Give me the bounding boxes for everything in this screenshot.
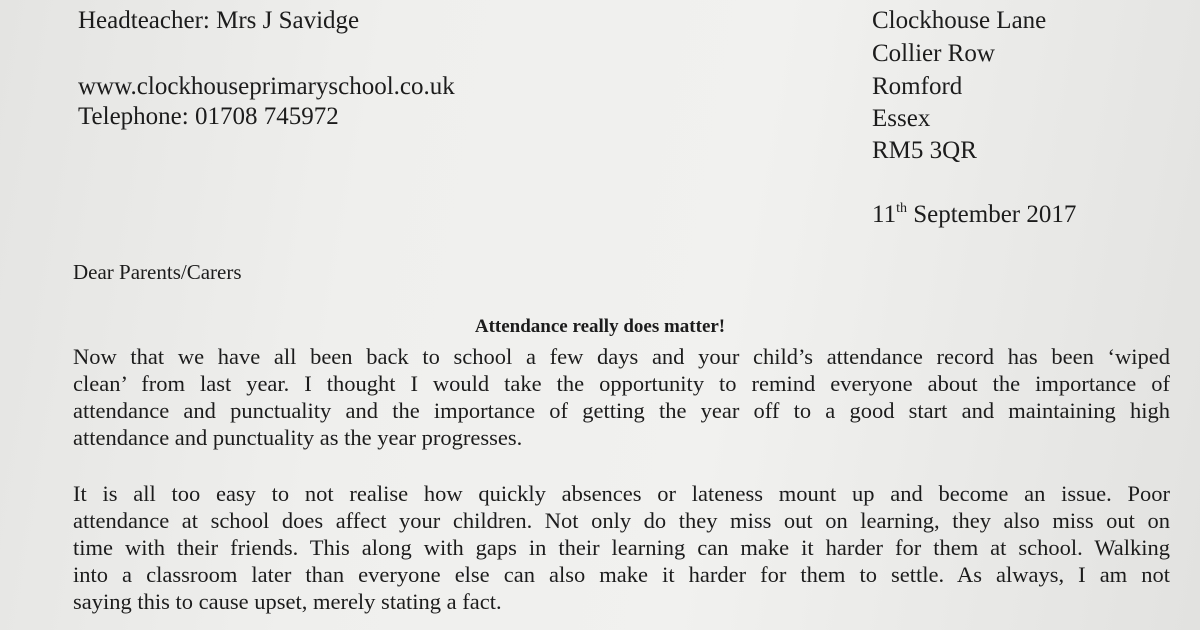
paragraph-line: time with their friends. This along with gaps in their learning can make it harder for them at school. Walking	[73, 535, 1170, 560]
paragraph-line: Now that we have all been back to school a few days and your child’s attendance record has been ‘wiped	[73, 344, 1170, 369]
paragraph-line: clean’ from last year. I thought I would take the opportunity to remind everyone about the importance of	[73, 371, 1170, 396]
date-day: 11	[872, 201, 897, 228]
paragraph-line: It is all too easy to not realise how quickly absences or lateness mount up and become an issue. Poor	[73, 481, 1170, 506]
address-line: RM5 3QR	[872, 137, 977, 164]
headteacher: Headteacher: Mrs J Savidge	[78, 7, 360, 34]
address-line: Romford	[872, 73, 963, 100]
address-line: Clockhouse Lane	[872, 7, 1047, 34]
paragraph-line: saying this to cause upset, merely stating a fact.	[73, 589, 502, 614]
paragraph-line: into a classroom later than everyone else can also make it harder for them to settle. As always, I am not	[73, 562, 1170, 587]
date-suffix: th	[896, 201, 907, 216]
letter-heading: Attendance really does matter!	[474, 316, 726, 337]
salutation: Dear Parents/Carers	[73, 260, 242, 284]
website: www.clockhouseprimaryschool.co.uk	[78, 73, 455, 100]
date-rest: September 2017	[913, 201, 1077, 228]
address-line: Collier Row	[872, 40, 995, 67]
letter-date	[872, 200, 1076, 230]
telephone: Telephone: 01708 745972	[78, 103, 339, 130]
address-line: Essex	[872, 105, 931, 132]
paragraph-line: attendance at school does affect your children. Not only do they miss out on learning, they also miss out on	[73, 508, 1170, 533]
paragraph-line: attendance and punctuality as the year progresses.	[73, 425, 523, 450]
paragraph-line: attendance and punctuality and the importance of getting the year off to a good start and maintaining high	[73, 398, 1170, 423]
